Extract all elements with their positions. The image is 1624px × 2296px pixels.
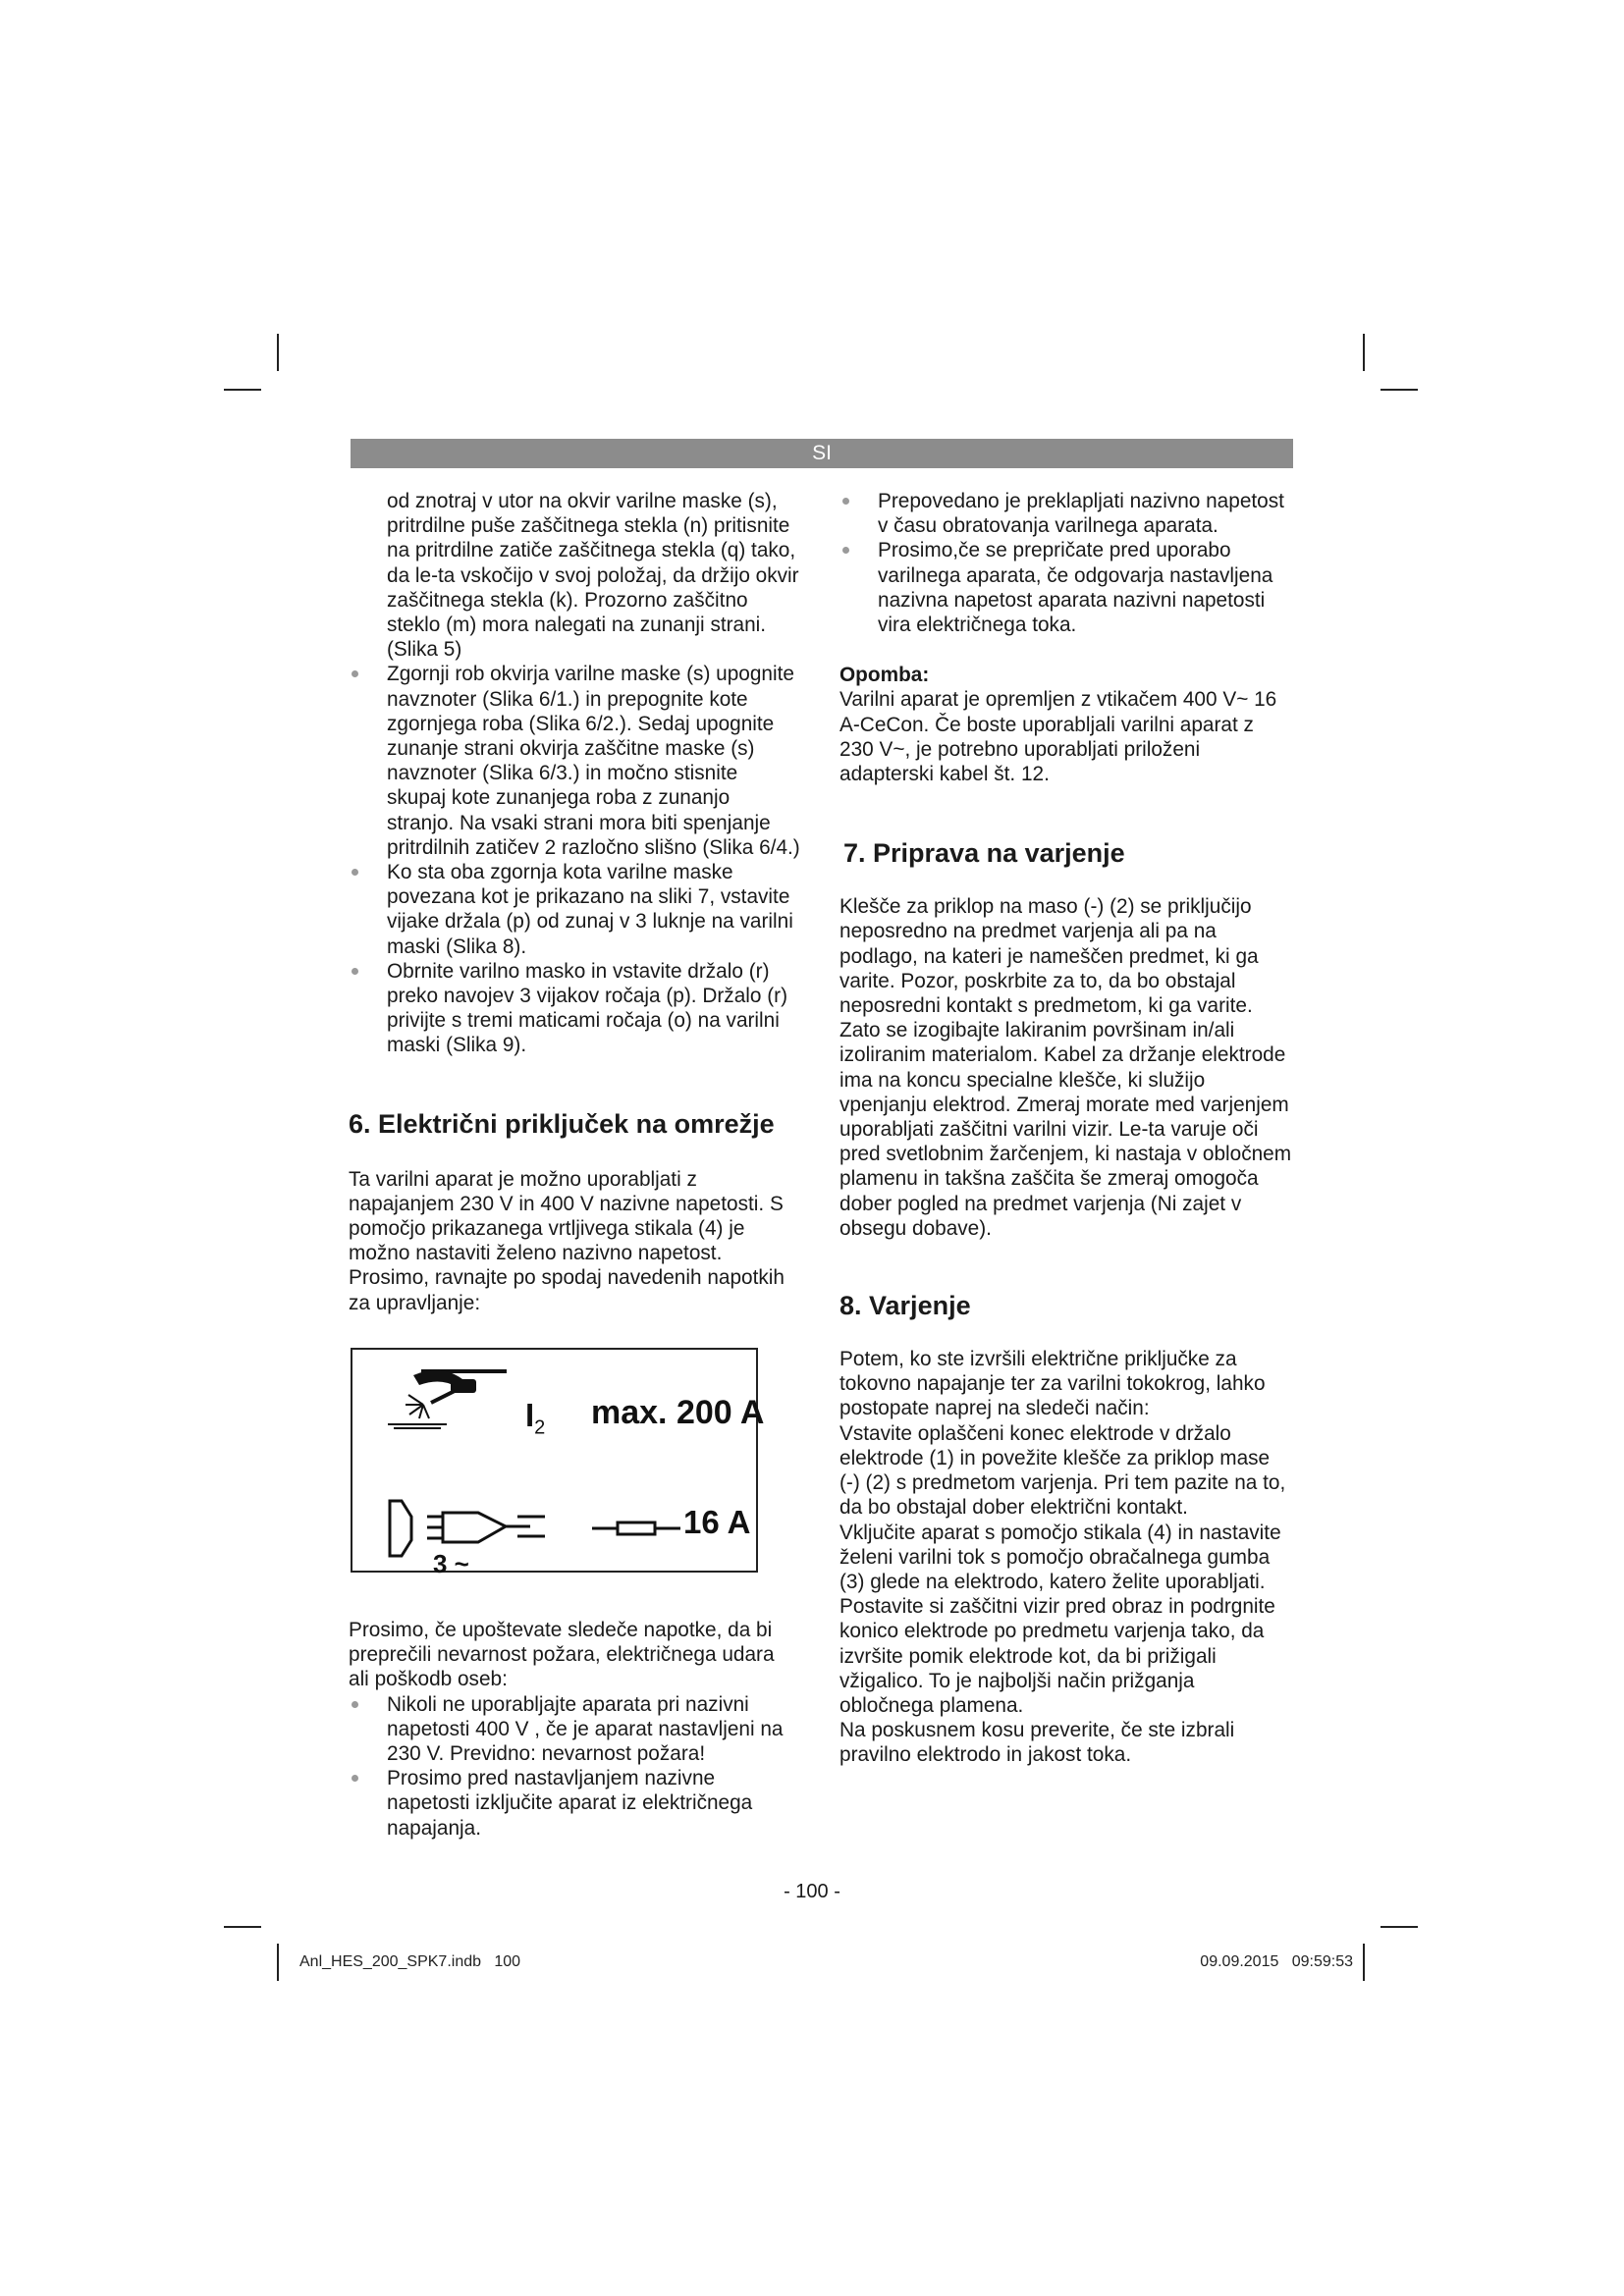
list-item: Obrnite varilno masko in vstavite držalo (r) preko navojev 3 vijakov ročaja (p). Držalo (r) privijte s tremi maticami ročaja (o) na varilni maski (Slika 9). <box>349 959 800 1058</box>
current-symbol: $I_2$ <box>525 1396 546 1439</box>
safety-notes-intro: Prosimo, če upoštevate sledeče napotke, da bi preprečili nevarnost požara, električnega udara ali poškodb oseb: <box>349 1618 775 1691</box>
crop-mark <box>224 1926 261 1928</box>
crop-mark <box>277 1944 279 1981</box>
section-6-heading: 6. Električni priključek na omrežje <box>349 1108 775 1139</box>
list-item: Prepovedano je preklapljati nazivno napetost v času obratovanja varilnega aparata. <box>839 489 1293 538</box>
crop-mark <box>1380 1926 1418 1928</box>
language-code: SI <box>812 442 832 464</box>
intro-paragraph: od znotraj v utor na okvir varilne maske (s), pritrdilne puše zaščitnega stekla (n) pritisnite na pritrdilne zatiče zaščitnega stekla (q) tako, da le-ta vskočijo v svoj položaj, da držijo okvir zaščitnega stekla (k). Prozorno zaščitno steklo (m) mora nalegati na zunanji strani. (Slika 5) <box>387 490 799 662</box>
language-header-bar <box>351 439 1293 468</box>
section-8-paragraph-1: Potem, ko ste izvršili električne priključke za tokovno napajanje ter za varilni tokokrog, lahko postopate naprej na sledeči način: <box>839 1348 1266 1420</box>
list-item: Zgornji rob okvirja varilne maske (s) upognite navznoter (Slika 6/1.) in prepognite kote zgornjega roba (Slika 6/2.). Sedaj upognite zunanje strani okvirja zaščitne maske (s) navznoter (Slika 6/3.) in močno stisnite skupaj kote zunanjega roba z zunanjo stranjo. Na vsaki strani mora biti spenjanje pritrdilnih zatičev 2 razločno slišno (Slika 6/4.) <box>349 662 800 860</box>
crop-mark <box>224 389 261 391</box>
assembly-bullet-list <box>349 662 800 1057</box>
rating-plate-figure <box>351 1348 765 1578</box>
section-8-paragraph-3: Vključite aparat s pomočjo stikala (4) in nastavite želeni varilni tok s pomočjo obračalnega gumba (3) glede na elektrodo, katero želite uporabljati. Postavite si zaščitni vizir pred obraz in podrgnite konico elektrode po predmetu varjenja tako, da izvršite pomik elektrode kot, da bi prižigali vžigalico. To je najboljši način prižganja obločnega plamena. <box>839 1521 1281 1717</box>
list-item: Ko sta oba zgornja kota varilne maske povezana kot je prikazano na sliki 7, vstavite vijake držala (p) od zunaj v 3 luknje na varilni maski (Slika 8). <box>349 860 800 959</box>
safety-notes-list <box>349 1692 800 1841</box>
bullet-icon <box>352 968 358 975</box>
crop-mark <box>1380 389 1418 391</box>
crop-mark <box>277 334 279 371</box>
section-7-paragraph: Klešče za priklop na maso (-) (2) se priključijo neposredno na predmet varjenja ali pa na podlago, na kateri je nameščen predmet, ki ga varite. Pozor, poskrbite za to, da bo obstajal neposredni kontakt s predmetom, ki ga varite. Zato se izogibajte lakiranim površinam in/ali izoliranim materialom. Kabel za držanje elektrode ima na koncu specialne klešče, ki služijo vpenjanju elektrod. Zmeraj morate med varjenjem uporabljati zaščitni varilni vizir. Le-ta varuje oči pred svetlobnim žarčenjem, ki nastaja v obločnem plamenu in takšna zaščita še zmeraj omogoča dober pogled na predmet varjenja (Ni zajet v obsegu dobave). <box>839 895 1292 1240</box>
section-6-paragraph: Ta varilni aparat je možno uporabljati z napajanjem 230 V in 400 V nazivne napetosti. S pomočjo prikazanega vrtljivega stikala (4) je možno nastaviti želeno nazivno napetost. Prosimo, ravnajte po spodaj navedenih napotkih za upravljanje: <box>349 1167 785 1314</box>
section-8-heading: 8. Varjenje <box>839 1291 971 1321</box>
max-current-label: max. 200 A <box>591 1393 765 1431</box>
note-title: Opomba: <box>839 664 930 687</box>
list-item: Prosimo,če se prepričate pred uporabo varilnega aparata, če odgovarja nastavljena nazivna napetost aparata nazivni napetosti vira električnega toka. <box>839 538 1293 637</box>
print-timestamp: 09.09.2015 09:59:53 <box>1200 1953 1353 1970</box>
bullet-icon <box>352 1701 358 1708</box>
bullet-icon <box>842 547 849 554</box>
right-column <box>839 489 1293 1768</box>
bullet-icon <box>352 1775 358 1782</box>
list-item: Prosimo pred nastavljanjem nazivne napetosti izključite aparat iz električnega napajanja. <box>349 1766 800 1841</box>
left-column <box>349 489 800 1841</box>
page-number: - 100 - <box>784 1881 840 1902</box>
crop-mark <box>1363 334 1365 371</box>
bullet-icon <box>352 670 358 677</box>
section-7-heading: 7. Priprava na varjenje <box>843 838 1125 869</box>
print-file-name: Anl_HES_200_SPK7.indb 100 <box>299 1953 521 1970</box>
section-8-paragraph-4: Na poskusnem kosu preverite, če ste izbrali pravilno elektrodo in jakost toka. <box>839 1719 1235 1767</box>
voltage-bullet-list <box>839 489 1293 637</box>
list-item: Nikoli ne uporabljajte aparata pri nazivni napetosti 400 V , če je aparat nastavljeni na 230 V. Previdno: nevarnost požara! <box>349 1692 800 1767</box>
fuse-icon <box>592 1519 680 1538</box>
phase-label: 3 ~ <box>433 1548 469 1578</box>
bullet-icon <box>842 498 849 505</box>
fuse-rating-label: 16 A <box>683 1503 751 1540</box>
section-8-paragraph-2: Vstavite oplaščeni konec elektrode v držalo elektrode (1) in povežite klešče za priklop mase (-) (2) s predmetom varjenja. Pri tem pazite na to, da bo obstajal dober električni kontakt. <box>839 1421 1286 1520</box>
crop-mark <box>1363 1944 1365 1981</box>
note-text: Varilni aparat je opremljen z vtikačem 400 V~ 16 A-CeCon. Če boste uporabljali varilni aparat z 230 V~, je potrebno uporabljati priloženi adapterski kabel št. 12. <box>839 688 1277 786</box>
bullet-icon <box>352 869 358 876</box>
welding-torch-icon <box>384 1369 521 1438</box>
